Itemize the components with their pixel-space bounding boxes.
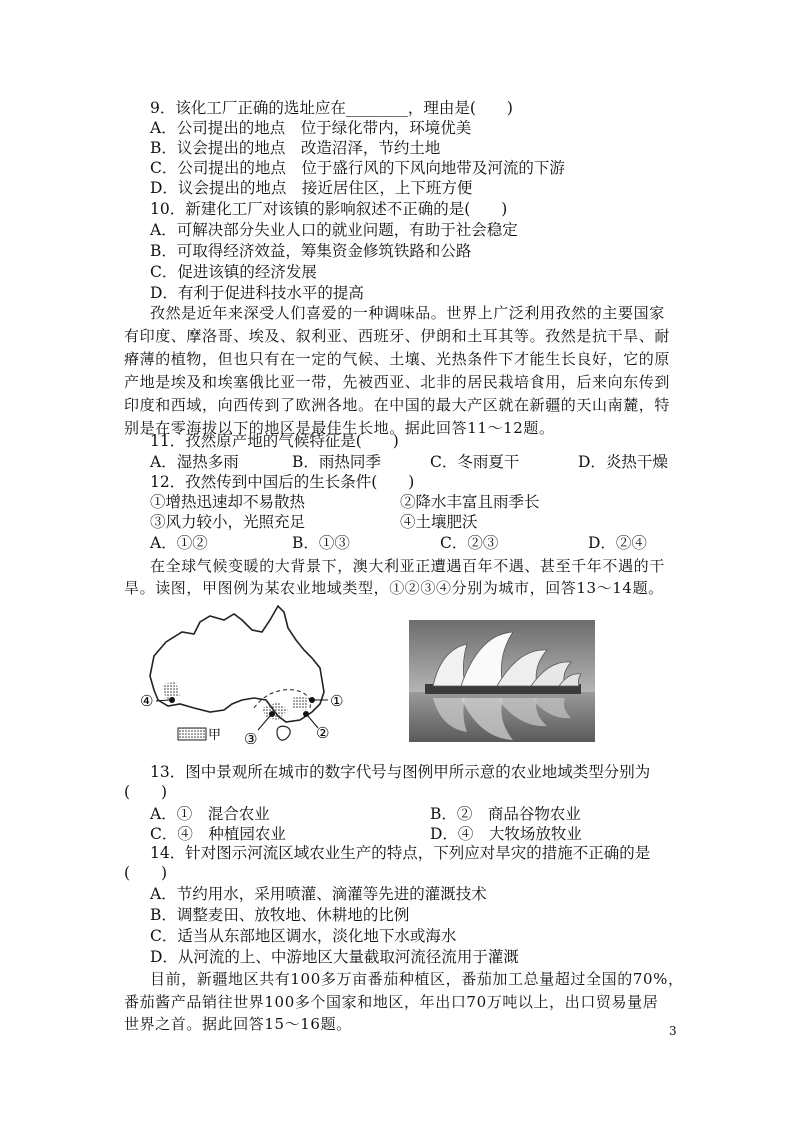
q9-option-b: B．议会提出的地点 改造沼泽，节约土地 xyxy=(150,139,441,157)
opera-house-photo xyxy=(409,620,595,742)
q12-condition-2: ②降水丰富且雨季长 xyxy=(400,493,540,511)
q10-option-d: D．有利于促进科技水平的提高 xyxy=(150,284,364,302)
cumin-passage-line-5: 印度和西域，向西传到了欧洲各地。在中国的最大产区就在新疆的天山南麓，特 xyxy=(124,396,671,414)
cumin-passage-line-4: 产地是埃及和埃塞俄比亚一带，先被西亚、北非的居民栽培食用，后来向东传到 xyxy=(124,373,671,391)
q11-stem: 11．孜然原产地的气候特征是( ) xyxy=(150,432,399,450)
page-number: 3 xyxy=(669,1024,677,1038)
q14-stem-line-1: 14．针对图示河流区域农业生产的特点，下列应对旱灾的措施不正确的是 xyxy=(150,844,651,862)
q14-option-b: B．调整麦田、放牧地、休耕地的比例 xyxy=(150,906,410,924)
drought-passage-line-1: 在全球气候变暖的大背景下，澳大利亚正遭遇百年不遇、甚至千年不遇的干 xyxy=(150,557,665,575)
q14-option-a: A．节约用水，采用喷灌、滴灌等先进的灌溉技术 xyxy=(150,885,487,903)
q12-condition-4: ④土壤肥沃 xyxy=(400,513,478,531)
q12-stem: 12．孜然传到中国后的生长条件( ) xyxy=(150,473,415,491)
q13-option-c: C．④ 种植园农业 xyxy=(150,825,286,843)
q11-option-a: A．湿热多雨 xyxy=(150,453,239,471)
cumin-passage-line-6: 别是在零海拔以下的地区是最佳生长地。据此回答11～12题。 xyxy=(124,419,555,437)
q10-option-a: A．可解决部分失业人口的就业问题，有助于社会稳定 xyxy=(150,221,518,239)
q9-stem: 9．该化工厂正确的选址应在________，理由是( ) xyxy=(150,99,513,117)
cumin-passage-line-1: 孜然是近年来深受人们喜爱的一种调味品。世界上广泛利用孜然的主要国家 xyxy=(150,304,665,322)
tomato-passage-line-1: 目前，新疆地区共有100多万亩番茄种植区，番茄加工总量超过全国的70%， xyxy=(150,970,684,988)
q13-option-d: D．④ 大牧场放牧业 xyxy=(430,825,582,843)
cumin-passage-line-2: 有印度、摩洛哥、埃及、叙利亚、西班牙、伊朗和土耳其等。孜然是抗干旱、耐 xyxy=(124,327,671,345)
map-label-4: ④ xyxy=(140,692,154,710)
q10-option-c: C．促进该镇的经济发展 xyxy=(150,263,317,281)
city-point-1 xyxy=(309,697,315,703)
q13-stem-line-1: 13．图中景观所在城市的数字代号与图例甲所示意的农业地域类型分别为 xyxy=(150,763,651,781)
q9-option-a: A．公司提出的地点 位于绿化带内，环境优美 xyxy=(150,119,472,137)
q13-option-b: B．② 商品谷物农业 xyxy=(430,805,581,823)
q13-stem-line-2: ( ) xyxy=(124,783,168,801)
q12-option-c: C．②③ xyxy=(440,534,499,552)
australia-map-figure xyxy=(128,604,368,752)
tomato-passage-line-2: 番茄酱产品销往世界100多个国家和地区，年出口70万吨以上，出口贸易量居 xyxy=(124,993,659,1011)
q12-option-b: B．①③ xyxy=(292,534,350,552)
map-label-3: ③ xyxy=(244,730,258,748)
q12-options xyxy=(0,533,647,553)
q11-option-c: C．冬雨夏干 xyxy=(430,453,520,471)
q11-option-b: B．雨热同季 xyxy=(292,453,381,471)
q14-option-d: D．从河流的上、中游地区大量截取河流径流用于灌溉 xyxy=(150,948,519,966)
q10-stem: 10．新建化工厂对该镇的影响叙述不正确的是( ) xyxy=(150,200,508,218)
legend-swatch xyxy=(178,728,206,740)
city-point-4 xyxy=(169,697,175,703)
q14-option-c: C．适当从东部地区调水，淡化地下水或海水 xyxy=(150,927,457,945)
q11-option-d: D．炎热干燥 xyxy=(578,453,668,471)
legend-label: 甲 xyxy=(208,728,222,743)
drought-passage-line-2: 旱。读图，甲图例为某农业地域类型，①②③④分别为城市，回答13～14题。 xyxy=(124,579,664,597)
q10-option-b: B．可取得经济效益，筹集资金修筑铁路和公路 xyxy=(150,242,472,260)
agri-area-east xyxy=(292,696,308,710)
leader-3 xyxy=(258,716,270,730)
q12-option-a: A．①② xyxy=(150,534,208,552)
tomato-passage-line-3: 世界之首。据此回答15～16题。 xyxy=(124,1015,352,1033)
map-label-2: ② xyxy=(316,724,330,742)
q12-condition-1: ①增热迅速却不易散热 xyxy=(150,493,306,511)
q9-option-c: C．公司提出的地点 位于盛行风的下风向地带及河流的下游 xyxy=(150,159,565,177)
q11-options xyxy=(0,452,668,472)
cumin-passage-line-3: 瘠薄的植物，但也只有在一定的气候、土壤、光热条件下才能生长良好，它的原 xyxy=(124,350,671,368)
q12-option-d: D．②④ xyxy=(588,534,647,552)
map-label-1: ① xyxy=(330,692,344,710)
q14-stem-line-2: ( ) xyxy=(124,864,168,882)
tasmania-outline xyxy=(277,726,290,740)
q12-condition-3: ③风力较小，光照充足 xyxy=(150,513,306,531)
q9-option-d: D．议会提出的地点 接近居住区，上下班方便 xyxy=(150,179,473,197)
q13-option-a: A．① 混合农业 xyxy=(150,805,270,823)
